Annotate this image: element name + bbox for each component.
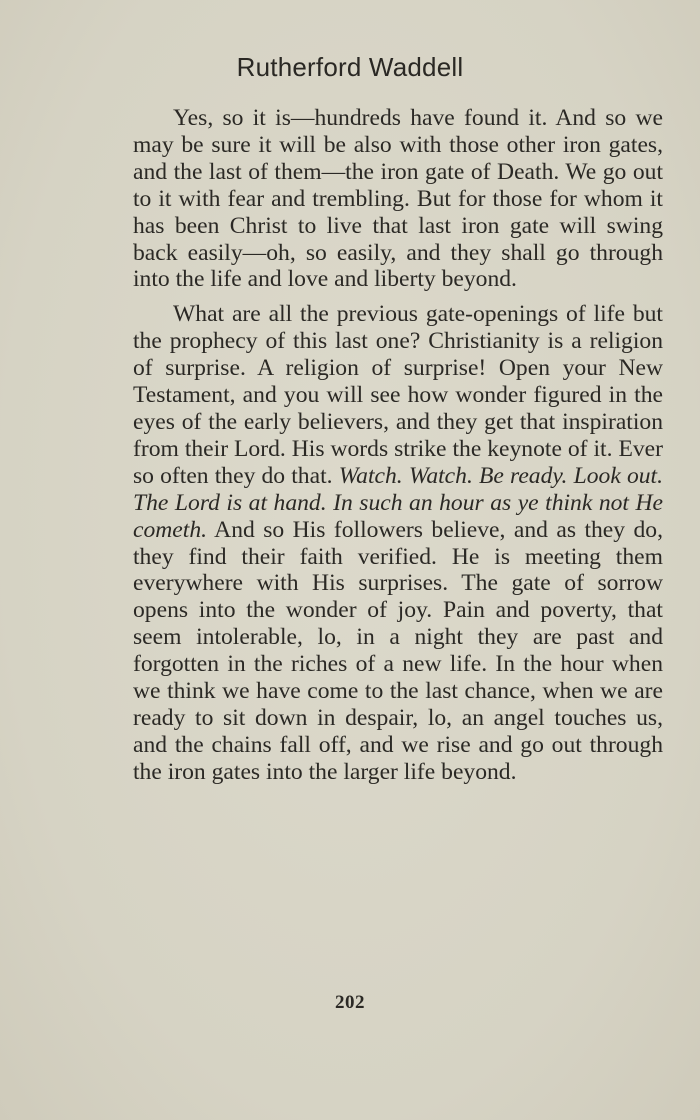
paragraph-2-text-before: What are all the previous gate-openings of life but the prophecy of this last one? Christianity is a religion of surprise. A religion of surprise! Open your New Testament, and you will see how wonder figured in the eyes of the early believers, and they get that inspiration from their Lord. His words strike the keynote of it. Ever so often they do that. (133, 301, 663, 489)
running-head: Rutherford Waddell (236, 52, 464, 82)
paragraph-2 (133, 301, 663, 785)
body-text (133, 105, 663, 786)
paragraph-2-text-after: And so His followers believe, and as they do, they find their faith verified. He is meeting them everywhere with His surprises. The gate of sorrow opens into the wonder of joy. Pain and poverty, that seem intolerable, lo, in a night they are past and forgotten in the riches of a new life. In the hour when we think we have come to the last chance, when we are ready to sit down in despair, lo, an angel touches us, and the chains fall off, and we rise and go out through the iron gates into the larger life beyond. (133, 516, 663, 785)
page-number: 202 (335, 992, 365, 1013)
scripture-quotation: Watch. Watch. Be ready. Look out. The Lord is at hand. In such an hour as ye think not He cometh. (133, 462, 663, 543)
paragraph-1: Yes, so it is—hundreds have found it. And so we may be sure it will be also with those other iron gates, and the last of them—the iron gate of Death. We go out to it with fear and trembling. But for those for whom it has been Christ to live that last iron gate will swing back easily—oh, so easily, and they shall go through into the life and love and liberty beyond. (133, 105, 663, 293)
